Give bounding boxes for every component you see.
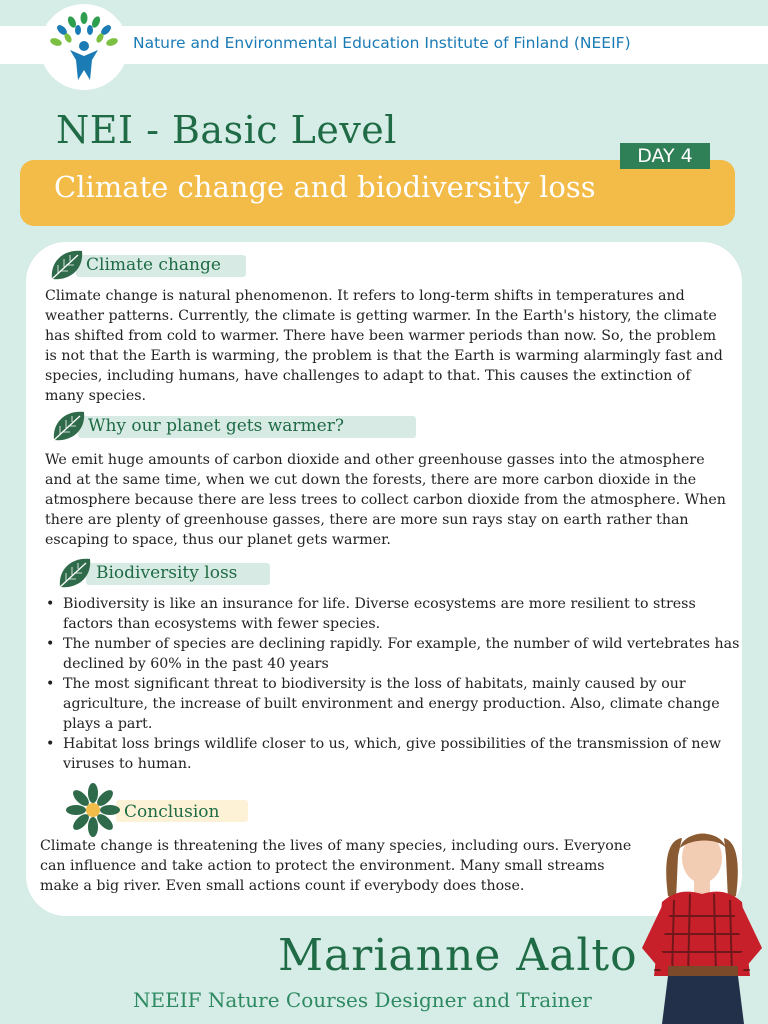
section-heading-conclusion	[64, 796, 248, 826]
biodiversity-list	[44, 594, 744, 774]
climate-change-paragraph: Climate change is natural phenomenon. It refers to long-term shifts in temperatures and weather patterns. Currently, the climate is getting warmer. In the Earth's history, the climate has shifted from cold to warmer. There have been warmer periods than now. So, the problem is not that the Earth is warming, the problem is that the Earth is warming alarmingly fast and species, including humans, have challenges to adapt to that. This causes the extinction of many species.	[45, 288, 723, 404]
list-item: • Habitat loss brings wildlife closer to us, which, give possibilities of the transmission of new viruses to human.	[44, 734, 744, 774]
flower-icon	[64, 782, 122, 838]
author-name: Marianne Aalto	[278, 930, 638, 981]
list-item: • The number of species are declining rapidly. For example, the number of wild vertebrates has declined by 60% in the past 40 years	[44, 634, 744, 674]
section-heading-biodiversity	[56, 561, 270, 587]
conclusion-paragraph: Climate change is threatening the lives of many species, including ours. Everyone can influence and take action to protect the environment. Many small streams make a big river. Even small actions count if everybody does those.	[40, 838, 632, 894]
leaf-icon	[50, 408, 88, 444]
section-heading-why-warmer	[50, 414, 418, 440]
section-heading-label: Biodiversity loss	[96, 563, 238, 583]
list-item: • The most significant threat to biodiversity is the loss of habitats, mainly caused by our agriculture, the increase of built environment and energy production. Also, climate change plays a part.	[44, 674, 744, 734]
leaf-icon	[48, 247, 86, 283]
org-name: Nature and Environmental Education Institute of Finland (NEEIF)	[133, 34, 631, 52]
neeif-logo	[40, 4, 128, 90]
page-title: NEI - Basic Level	[56, 108, 397, 152]
author-photo	[632, 826, 768, 1024]
section-heading-climate-change	[48, 253, 248, 279]
day-badge: DAY 4	[620, 143, 710, 169]
section-heading-label: Why our planet gets warmer?	[88, 416, 344, 436]
why-warmer-paragraph: We emit huge amounts of carbon dioxide and other greenhouse gasses into the atmosphere and at the same time, when we cut down the forests, there are more carbon dioxide in the atmosphere because there are less trees to collect carbon dioxide from the atmosphere. When there are plenty of greenhouse gasses, there are more sun rays stay on earth rather than escaping to space, thus our planet gets warmer.	[45, 452, 726, 548]
author-role: NEEIF Nature Courses Designer and Trainer	[133, 988, 592, 1012]
banner-title: Climate change and biodiversity loss	[54, 170, 596, 204]
leaf-icon	[56, 555, 94, 591]
list-item: • Biodiversity is like an insurance for life. Diverse ecosystems are more resilient to stress factors than ecosystems with fewer species.	[44, 594, 744, 634]
section-heading-label: Climate change	[86, 255, 221, 275]
section-heading-label: Conclusion	[124, 802, 220, 822]
